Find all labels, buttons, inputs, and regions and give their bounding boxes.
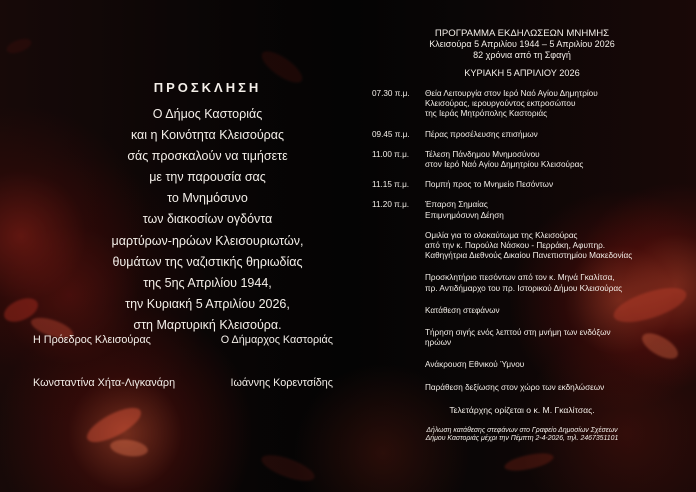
- event-description: [425, 273, 672, 293]
- fire-glow: [5, 36, 34, 56]
- program-continued-item: [372, 306, 672, 316]
- mayor-title: Ο Δήμαρχος Καστοριάς: [220, 334, 333, 346]
- program-continued-item: [372, 360, 672, 370]
- invitation-line: της 5ης Απριλίου 1944,: [143, 275, 272, 290]
- event-line: Παράθεση δεξίωσης στον χώρο των εκδηλώσεων: [425, 382, 605, 392]
- footnote-line: Δήλωση κατάθεσης στεφάνων στο Γραφείο Δημοσίων Σχέσεων: [426, 426, 618, 434]
- event-line: Κλεισούρας, ιερουργούντος εκπροσώπου: [425, 99, 576, 109]
- signatures-section: [33, 333, 333, 390]
- event-line: της Ιεράς Μητρόπολης Καστοριάς: [425, 109, 548, 119]
- signature-names-row: [33, 376, 333, 390]
- event-line: Ομιλία για το ολοκαύτωμα της Κλεισούρας: [425, 230, 578, 240]
- invitation-line: με την παρουσία σας: [149, 170, 266, 185]
- invitation-line: των διακοσίων ογδόντα: [142, 212, 273, 227]
- event-line: Τέλεση Πάνδημου Μνημοσύνου: [425, 149, 540, 159]
- event-line: Κατάθεση στεφάνων: [425, 305, 500, 315]
- invitation-line: σάς προσκαλούν να τιμήσετε: [127, 149, 288, 164]
- invitation-line: θυμάτων της ναζιστικής θηριωδίας: [112, 254, 303, 269]
- event-time: 07.30 π.μ.: [372, 89, 410, 98]
- event-description: [425, 383, 672, 393]
- event-line: Επιμνημόσυνη Δέηση: [425, 210, 504, 220]
- event-description: [425, 328, 672, 348]
- event-line: Έπαρση Σημαίας: [425, 200, 488, 210]
- event-line: από την κ. Παρούλα Νάσκου - Περράκη, Αφυπηρ.: [425, 241, 606, 251]
- invitation-line: το Μνημόσυνο: [167, 191, 248, 206]
- invitation-line: μαρτύρων-ηρώων Κλεισουριωτών,: [111, 233, 304, 248]
- invitation-line: Ο Δήμος Καστοριάς: [152, 107, 263, 121]
- event-line: στον Ιερό Ναό Αγίου Δημητρίου Κλεισούρας: [425, 160, 584, 170]
- event-time: 11.15 π.μ.: [372, 180, 410, 190]
- program-continued-item: [372, 328, 672, 348]
- event-time: 09.45 π.μ.: [372, 129, 410, 139]
- program-continued-item: [372, 231, 672, 262]
- program-event: [372, 200, 672, 220]
- program-dates: Κλεισούρα 5 Απριλίου 1944 – 5 Απριλίου 2026: [429, 39, 615, 49]
- event-line: πρ. Αντιδήμαρχο του πρ. Ιστορικού Δήμου Κλεισούρας: [425, 283, 623, 293]
- community-president-title: Η Πρόεδρος Κλεισούρας: [33, 334, 151, 346]
- program-event: [372, 180, 672, 190]
- event-time: 11.20 π.μ.: [372, 200, 410, 210]
- event-description: [425, 231, 672, 262]
- event-line: Πέρας προσέλευσης επισήμων: [425, 129, 538, 139]
- event-line: ηρώων: [425, 338, 452, 348]
- program-continued-item: [372, 273, 672, 293]
- event-line: Πομπή προς το Μνημείο Πεσόντων: [425, 180, 554, 190]
- program-event: [372, 130, 672, 140]
- invitation-line: την Κυριακή 5 Απριλίου 2026,: [125, 296, 290, 311]
- event-description: [425, 360, 672, 370]
- program-section: [372, 28, 672, 444]
- invitation-section: [55, 79, 360, 336]
- program-continued-item: [372, 383, 672, 393]
- event-line: Προσκλητήριο πεσόντων από τον κ. Μηνά Γκαλίτσα,: [425, 273, 615, 283]
- event-description: [425, 200, 672, 220]
- program-event: [372, 89, 672, 120]
- fire-glow: [503, 450, 555, 474]
- invitation-line: και η Κοινότητα Κλεισούρας: [130, 128, 285, 143]
- event-description: [425, 180, 672, 190]
- program-years: 82 χρόνια από τη Σφαγή: [473, 50, 571, 60]
- wreath-footnote: [372, 427, 672, 444]
- event-line: Καθηγήτρια Διεθνούς Δικαίου Πανεπιστημίου Μακεδονίας: [425, 251, 633, 261]
- master-of-ceremonies: Τελετάρχης ορίζεται ο κ. Μ. Γκαλίτσας.: [449, 404, 595, 415]
- program-event: [372, 150, 672, 170]
- invitation-heading: ΠΡΟΣΚΛΗΣΗ: [153, 80, 262, 95]
- event-description: [425, 150, 672, 170]
- community-president-name: Κωνσταντίνα Χήτα-Λιγκανάρη: [33, 377, 176, 389]
- program-title: ΠΡΟΓΡΑΜΜΑ ΕΚΔΗΛΩΣΕΩΝ ΜΝΗΜΗΣ: [434, 28, 610, 39]
- event-line: Ανάκρουση Εθνικού Ύμνου: [425, 360, 525, 370]
- event-description: [425, 130, 672, 140]
- event-description: [425, 89, 672, 120]
- fire-glow: [259, 450, 318, 486]
- invitation-line: στη Μαρτυρική Κλεισούρα.: [133, 317, 282, 332]
- event-line: Θεία Λειτουργία στον Ιερό Ναό Αγίου Δημητρίου: [425, 89, 598, 98]
- signature-titles-row: [33, 333, 333, 347]
- fire-glow: [109, 437, 149, 458]
- footnote-line: Δήμου Καστοριάς μέχρι την Πέμπτη 2-4-2026, τηλ. 2467351101: [425, 435, 619, 443]
- event-description: [425, 306, 672, 316]
- mayor-name: Ιωάννης Κορεντσίδης: [230, 377, 333, 389]
- program-day: ΚΥΡΙΑΚΗ 5 ΑΠΡΙΛΙΟΥ 2026: [464, 68, 580, 78]
- event-time: 11.00 π.μ.: [372, 149, 410, 159]
- event-line: Τήρηση σιγής ενός λεπτού στη μνήμη των ενδόξων: [425, 328, 611, 338]
